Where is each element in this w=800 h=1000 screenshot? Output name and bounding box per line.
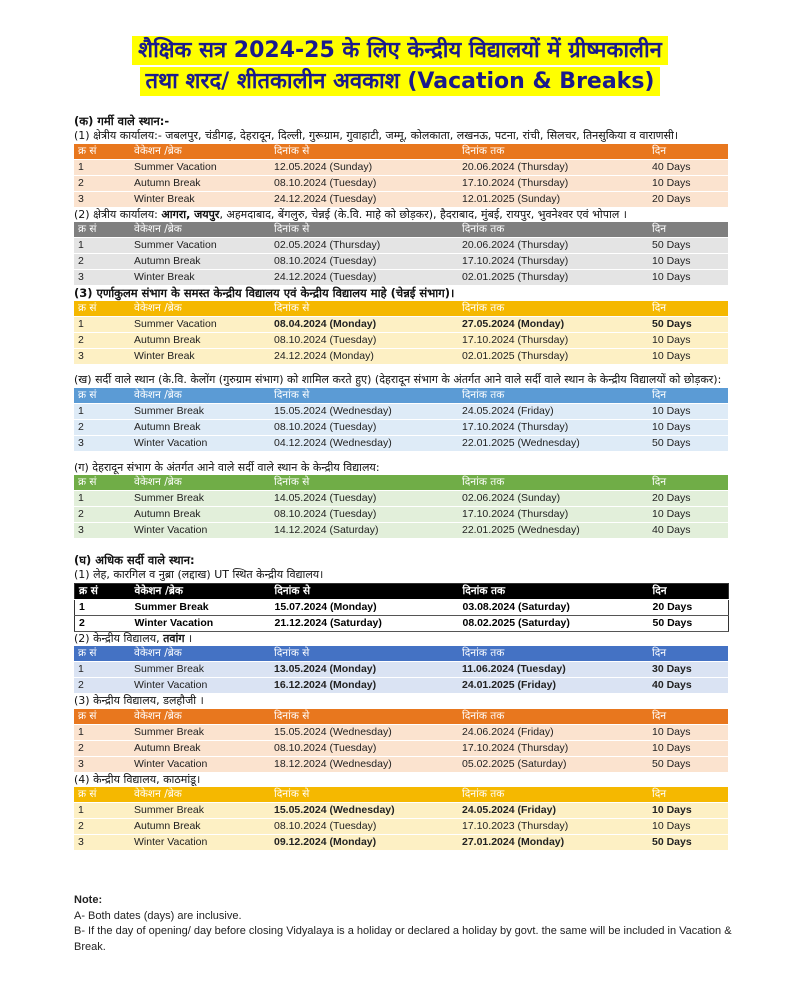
cell-date-from: 18.12.2024 (Wednesday) xyxy=(270,756,458,772)
cell-sno: 3 xyxy=(74,349,130,365)
vacation-table-1 xyxy=(74,144,728,208)
cell-days: 50 Days xyxy=(649,615,729,631)
header-date-from: दिनांक से xyxy=(270,709,458,725)
cell-date-to: 17.10.2024 (Thursday) xyxy=(458,333,648,349)
cell-date-to: 24.05.2024 (Friday) xyxy=(458,803,648,819)
cell-date-to: 05.02.2025 (Saturday) xyxy=(458,756,648,772)
table-row xyxy=(74,317,728,333)
table-row xyxy=(74,349,728,365)
header-date-to: दिनांक तक xyxy=(458,301,648,317)
cell-date-from: 14.05.2024 (Tuesday) xyxy=(270,491,458,507)
cell-sno: 1 xyxy=(74,662,130,678)
section-heading-dehradun: (ग) देहरादून संभाग के अंतर्गत आने वाले सर्दी वाले स्थान के केन्द्रीय विद्यालय: xyxy=(74,460,380,474)
header-date-from: दिनांक से xyxy=(270,787,458,803)
cell-vacation: Winter Vacation xyxy=(130,435,270,451)
section-heading-summer: (क) गर्मी वाले स्थान:- xyxy=(74,114,170,128)
vacation-table-3 xyxy=(74,301,728,365)
cell-date-to: 08.02.2025 (Saturday) xyxy=(459,615,649,631)
cell-date-from: 08.10.2024 (Tuesday) xyxy=(270,175,458,191)
cell-days: 10 Days xyxy=(648,740,728,756)
cell-vacation: Autumn Break xyxy=(130,333,270,349)
table-row xyxy=(74,756,728,772)
cell-date-from: 09.12.2024 (Monday) xyxy=(270,835,458,851)
header-date-to: दिनांक तक xyxy=(459,583,649,599)
cell-sno: 2 xyxy=(75,615,131,631)
cell-days: 40 Days xyxy=(648,678,728,694)
header-date-from: दिनांक से xyxy=(271,583,459,599)
vacation-table-5 xyxy=(74,475,728,539)
cell-vacation: Autumn Break xyxy=(130,740,270,756)
table-header-row xyxy=(75,583,729,599)
table-row xyxy=(74,191,728,207)
header-sno: क्र सं xyxy=(74,301,130,317)
cell-date-from: 15.07.2024 (Monday) xyxy=(271,599,459,615)
cell-sno: 2 xyxy=(74,333,130,349)
cell-date-to: 22.01.2025 (Wednesday) xyxy=(458,435,648,451)
cell-date-to: 20.06.2024 (Thursday) xyxy=(458,238,648,254)
cell-date-from: 16.12.2024 (Monday) xyxy=(270,678,458,694)
cell-date-from: 12.05.2024 (Sunday) xyxy=(270,159,458,175)
header-vacation: वेकेशन /ब्रेक xyxy=(130,787,270,803)
cell-sno: 3 xyxy=(74,435,130,451)
table-row xyxy=(75,615,729,631)
header-date-to: दिनांक तक xyxy=(458,709,648,725)
table-row xyxy=(74,435,728,451)
cell-vacation: Winter Vacation xyxy=(130,523,270,539)
table-header-row xyxy=(74,646,728,662)
cell-vacation: Summer Vacation xyxy=(130,159,270,175)
table-row xyxy=(74,419,728,435)
cell-vacation: Winter Vacation xyxy=(130,756,270,772)
cell-date-from: 08.10.2024 (Tuesday) xyxy=(270,333,458,349)
header-sno: क्र सं xyxy=(74,709,130,725)
cell-vacation: Winter Break xyxy=(130,191,270,207)
table-row xyxy=(74,159,728,175)
table-header-row xyxy=(74,144,728,160)
page-title xyxy=(0,0,800,96)
cell-sno: 2 xyxy=(74,175,130,191)
cell-date-to: 22.01.2025 (Wednesday) xyxy=(458,523,648,539)
cell-days: 10 Days xyxy=(648,349,728,365)
table-header-row xyxy=(74,301,728,317)
cell-date-from: 08.10.2024 (Tuesday) xyxy=(270,419,458,435)
table-header-row xyxy=(74,475,728,491)
cell-sno: 1 xyxy=(74,159,130,175)
cell-sno: 3 xyxy=(74,835,130,851)
header-days: दिन xyxy=(648,222,728,238)
cell-date-to: 11.06.2024 (Tuesday) xyxy=(458,662,648,678)
cell-date-from: 24.12.2024 (Tuesday) xyxy=(270,191,458,207)
header-date-from: दिनांक से xyxy=(270,388,458,404)
cell-vacation: Summer Vacation xyxy=(130,238,270,254)
cell-sno: 2 xyxy=(74,507,130,523)
table-row xyxy=(74,740,728,756)
cell-date-to: 02.01.2025 (Thursday) xyxy=(458,270,648,286)
cell-sno: 3 xyxy=(74,523,130,539)
cell-days: 20 Days xyxy=(648,191,728,207)
notes-block xyxy=(74,893,734,955)
cell-days: 50 Days xyxy=(648,756,728,772)
cell-date-to: 02.06.2024 (Sunday) xyxy=(458,491,648,507)
cell-date-from: 08.10.2024 (Tuesday) xyxy=(270,254,458,270)
table-row xyxy=(74,175,728,191)
cell-days: 30 Days xyxy=(648,662,728,678)
cell-days: 10 Days xyxy=(648,419,728,435)
cell-sno: 2 xyxy=(74,740,130,756)
vacation-table-6 xyxy=(74,583,729,632)
cell-sno: 2 xyxy=(74,678,130,694)
cell-days: 50 Days xyxy=(648,317,728,333)
header-days: दिन xyxy=(648,646,728,662)
cell-vacation: Autumn Break xyxy=(130,254,270,270)
cell-sno: 3 xyxy=(74,756,130,772)
header-vacation: वेकेशन /ब्रेक xyxy=(130,144,270,160)
table-row xyxy=(74,403,728,419)
title-line-1: शैक्षिक सत्र 2024-25 के लिए केन्द्रीय विद्यालयों में ग्रीष्मकालीन xyxy=(132,36,668,65)
cell-vacation: Winter Break xyxy=(130,349,270,365)
table-row xyxy=(74,819,728,835)
header-sno: क्र सं xyxy=(74,222,130,238)
header-date-to: दिनांक तक xyxy=(458,222,648,238)
header-vacation: वेकेशन /ब्रेक xyxy=(130,709,270,725)
table-row xyxy=(74,333,728,349)
cell-sno: 2 xyxy=(74,419,130,435)
table-row xyxy=(74,507,728,523)
cell-days: 10 Days xyxy=(648,403,728,419)
cell-date-from: 04.12.2024 (Wednesday) xyxy=(270,435,458,451)
cell-days: 10 Days xyxy=(648,507,728,523)
table-row xyxy=(74,491,728,507)
cell-vacation: Summer Break xyxy=(130,803,270,819)
table-caption-8: (3) केन्द्रीय विद्यालय, डलहौजी । xyxy=(74,694,204,707)
cell-date-from: 02.05.2024 (Thursday) xyxy=(270,238,458,254)
cell-date-from: 08.10.2024 (Tuesday) xyxy=(270,819,458,835)
table-row xyxy=(75,599,729,615)
header-date-from: दिनांक से xyxy=(270,475,458,491)
table-row xyxy=(74,835,728,851)
section-heading-extreme: (घ) अधिक सर्दी वाले स्थान: xyxy=(74,553,195,567)
table-caption-7: (2) केन्द्रीय विद्यालय, तवांग । xyxy=(74,631,193,645)
table-caption-3: (3) एर्णाकुलम संभाग के समस्त केन्द्रीय विद्यालय एवं केन्द्रीय विद्यालय माहे (चेन्नई संभाग)। xyxy=(74,286,455,300)
cell-date-from: 08.04.2024 (Monday) xyxy=(270,317,458,333)
cell-days: 10 Days xyxy=(648,803,728,819)
header-days: दिन xyxy=(648,388,728,404)
table-header-row xyxy=(74,709,728,725)
cell-sno: 1 xyxy=(74,317,130,333)
cell-vacation: Autumn Break xyxy=(130,819,270,835)
cell-days: 20 Days xyxy=(649,599,729,615)
header-sno: क्र सं xyxy=(74,787,130,803)
header-vacation: वेकेशन /ब्रेक xyxy=(130,388,270,404)
cell-sno: 1 xyxy=(74,803,130,819)
table-caption-1: (1) क्षेत्रीय कार्यालय:- जबलपुर, चंडीगढ़, देहरादून, दिल्ली, गुरूग्राम, गुवाहाटी, जम्मू, कोलकाता, लखनऊ, पटना, रांची, सिलचर, तिनसुकिया व वाराणसी। xyxy=(74,129,679,142)
cell-sno: 3 xyxy=(74,191,130,207)
cell-vacation: Autumn Break xyxy=(130,507,270,523)
cell-date-to: 20.06.2024 (Thursday) xyxy=(458,159,648,175)
table-row xyxy=(74,523,728,539)
cell-sno: 1 xyxy=(75,599,131,615)
cell-date-to: 03.08.2024 (Saturday) xyxy=(459,599,649,615)
cell-date-to: 17.10.2024 (Thursday) xyxy=(458,419,648,435)
cell-date-to: 24.05.2024 (Friday) xyxy=(458,403,648,419)
header-vacation: वेकेशन /ब्रेक xyxy=(130,475,270,491)
header-date-from: दिनांक से xyxy=(270,646,458,662)
cell-date-from: 15.05.2024 (Wednesday) xyxy=(270,724,458,740)
header-days: दिन xyxy=(648,787,728,803)
cell-days: 40 Days xyxy=(648,523,728,539)
cell-date-to: 27.05.2024 (Monday) xyxy=(458,317,648,333)
vacation-table-7 xyxy=(74,646,728,694)
cell-date-from: 13.05.2024 (Monday) xyxy=(270,662,458,678)
cell-days: 40 Days xyxy=(648,159,728,175)
cell-date-to: 17.10.2024 (Thursday) xyxy=(458,254,648,270)
header-date-to: दिनांक तक xyxy=(458,475,648,491)
header-days: दिन xyxy=(648,475,728,491)
table-header-row xyxy=(74,787,728,803)
header-sno: क्र सं xyxy=(74,475,130,491)
section-heading-winter: (ख) सर्दी वाले स्थान (के.वि. केलोंग (गुरुग्राम संभाग) को शामिल करते हुए) (देहरादून संभाग के अंतर्गत आने वाले सर्दी वाले स्थान के केन्द्रीय विद्यालयों को छोड़कर): xyxy=(74,373,722,386)
vacation-table-2 xyxy=(74,222,728,286)
note-b: B- If the day of opening/ day before closing Vidyalaya is a holiday or declared a holiday by govt. the same will be included in Vacation & Break. xyxy=(74,925,732,953)
table-header-row xyxy=(74,388,728,404)
header-vacation: वेकेशन /ब्रेक xyxy=(130,222,270,238)
cell-days: 10 Days xyxy=(648,175,728,191)
table-caption-9: (4) केन्द्रीय विद्यालय, काठमांडू। xyxy=(74,772,201,786)
table-row xyxy=(74,803,728,819)
table-row xyxy=(74,270,728,286)
cell-vacation: Summer Break xyxy=(131,599,271,615)
cell-date-to: 02.01.2025 (Thursday) xyxy=(458,349,648,365)
header-date-to: दिनांक तक xyxy=(458,646,648,662)
table-caption-2: (2) क्षेत्रीय कार्यालय: आगरा, जयपुर, अहमदाबाद, बेंगलुरु, चेन्नई (के.वि. माहे को छोड़कर), हैदराबाद, मुंबई, रायपुर, भुवनेश्वर एवं भोपाल । xyxy=(74,207,627,221)
cell-date-from: 21.12.2024 (Saturday) xyxy=(271,615,459,631)
cell-vacation: Summer Break xyxy=(130,491,270,507)
header-days: दिन xyxy=(648,144,728,160)
notes-heading: Note: xyxy=(74,894,103,906)
header-date-from: दिनांक से xyxy=(270,144,458,160)
table-row xyxy=(74,662,728,678)
cell-date-from: 15.05.2024 (Wednesday) xyxy=(270,403,458,419)
cell-vacation: Autumn Break xyxy=(130,419,270,435)
header-date-from: दिनांक से xyxy=(270,301,458,317)
header-days: दिन xyxy=(648,709,728,725)
cell-days: 10 Days xyxy=(648,270,728,286)
cell-date-to: 17.10.2024 (Thursday) xyxy=(458,740,648,756)
cell-vacation: Autumn Break xyxy=(130,175,270,191)
table-header-row xyxy=(74,222,728,238)
header-sno: क्र सं xyxy=(74,144,130,160)
table-row xyxy=(74,678,728,694)
table-row xyxy=(74,254,728,270)
cell-days: 10 Days xyxy=(648,724,728,740)
cell-vacation: Summer Break xyxy=(130,724,270,740)
table-row xyxy=(74,724,728,740)
note-a: A- Both dates (days) are inclusive. xyxy=(74,909,242,922)
cell-date-to: 24.06.2024 (Friday) xyxy=(458,724,648,740)
header-date-from: दिनांक से xyxy=(270,222,458,238)
cell-days: 50 Days xyxy=(648,835,728,851)
cell-days: 10 Days xyxy=(648,819,728,835)
cell-date-from: 08.10.2024 (Tuesday) xyxy=(270,740,458,756)
cell-date-from: 08.10.2024 (Tuesday) xyxy=(270,507,458,523)
cell-date-to: 27.01.2024 (Monday) xyxy=(458,835,648,851)
cell-days: 50 Days xyxy=(648,435,728,451)
header-vacation: वेकेशन /ब्रेक xyxy=(130,646,270,662)
header-date-to: दिनांक तक xyxy=(458,787,648,803)
schedule-content xyxy=(74,114,728,851)
title-line-2: तथा शरद/ शीतकालीन अवकाश (Vacation & Breaks) xyxy=(140,67,661,96)
cell-date-to: 17.10.2023 (Thursday) xyxy=(458,819,648,835)
header-date-to: दिनांक तक xyxy=(458,144,648,160)
cell-sno: 1 xyxy=(74,238,130,254)
vacation-table-8 xyxy=(74,709,728,773)
cell-sno: 2 xyxy=(74,254,130,270)
vacation-table-4 xyxy=(74,388,728,452)
cell-sno: 2 xyxy=(74,819,130,835)
cell-date-from: 24.12.2024 (Monday) xyxy=(270,349,458,365)
cell-days: 50 Days xyxy=(648,238,728,254)
cell-date-to: 17.10.2024 (Thursday) xyxy=(458,175,648,191)
cell-sno: 1 xyxy=(74,403,130,419)
cell-date-to: 12.01.2025 (Sunday) xyxy=(458,191,648,207)
cell-date-to: 24.01.2025 (Friday) xyxy=(458,678,648,694)
cell-vacation: Winter Vacation xyxy=(131,615,271,631)
cell-vacation: Winter Break xyxy=(130,270,270,286)
vacation-table-9 xyxy=(74,787,728,851)
table-caption-6: (1) लेह, कारगिल व नुब्रा (लद्दाख) UT स्थित केन्द्रीय विद्यालय। xyxy=(74,568,324,581)
cell-sno: 1 xyxy=(74,491,130,507)
cell-vacation: Summer Vacation xyxy=(130,317,270,333)
header-sno: क्र सं xyxy=(74,646,130,662)
cell-vacation: Summer Break xyxy=(130,662,270,678)
cell-vacation: Winter Vacation xyxy=(130,678,270,694)
cell-date-from: 24.12.2024 (Tuesday) xyxy=(270,270,458,286)
table-row xyxy=(74,238,728,254)
cell-vacation: Winter Vacation xyxy=(130,835,270,851)
cell-date-from: 14.12.2024 (Saturday) xyxy=(270,523,458,539)
header-days: दिन xyxy=(648,301,728,317)
header-sno: क्र सं xyxy=(75,583,131,599)
header-days: दिन xyxy=(649,583,729,599)
cell-vacation: Summer Break xyxy=(130,403,270,419)
cell-sno: 1 xyxy=(74,724,130,740)
cell-date-to: 17.10.2024 (Thursday) xyxy=(458,507,648,523)
cell-days: 10 Days xyxy=(648,254,728,270)
cell-days: 10 Days xyxy=(648,333,728,349)
header-vacation: वेकेशन /ब्रेक xyxy=(130,301,270,317)
cell-date-from: 15.05.2024 (Wednesday) xyxy=(270,803,458,819)
cell-sno: 3 xyxy=(74,270,130,286)
header-date-to: दिनांक तक xyxy=(458,388,648,404)
cell-days: 20 Days xyxy=(648,491,728,507)
header-sno: क्र सं xyxy=(74,388,130,404)
header-vacation: वेकेशन /ब्रेक xyxy=(131,583,271,599)
